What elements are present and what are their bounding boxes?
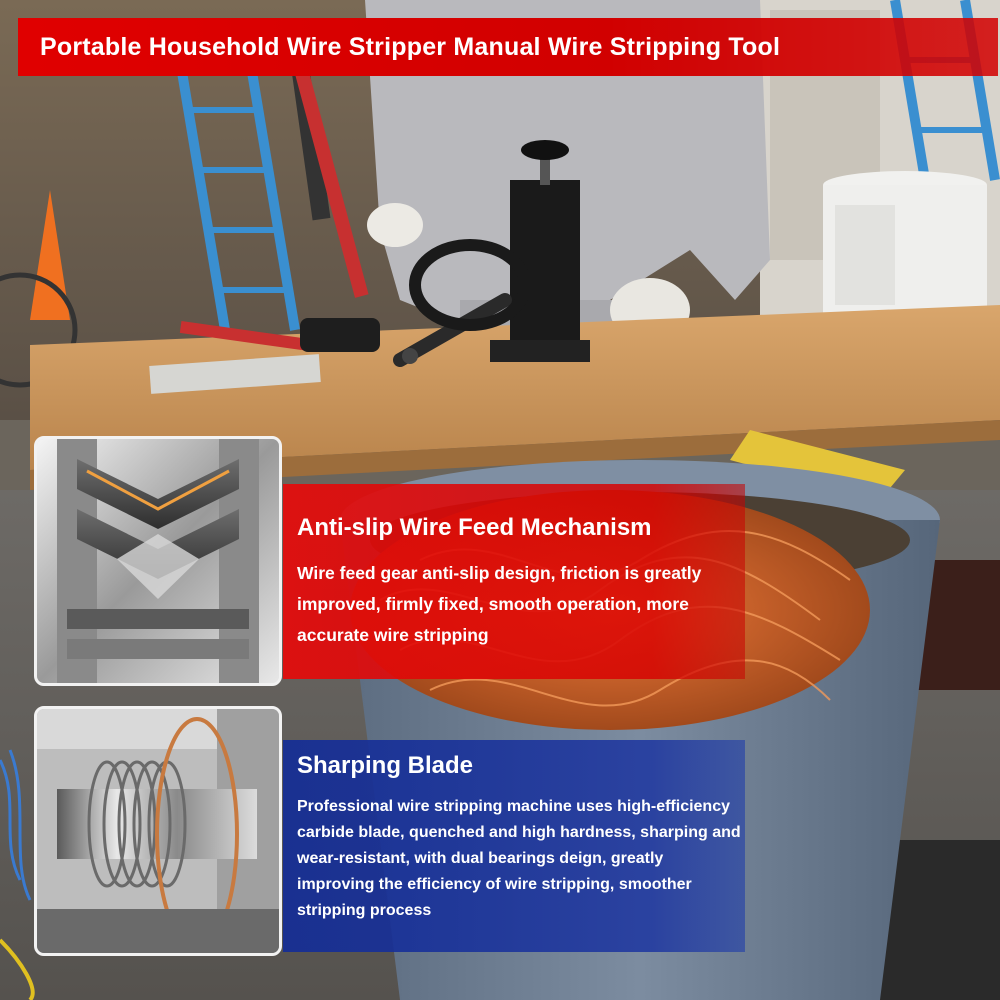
title-banner — [18, 18, 998, 76]
feature-title: Sharping Blade — [297, 752, 474, 779]
feature-description: Wire feed gear anti-slip design, friction is greatly improved, firmly fixed, smooth operation, more accurate wire stripping — [297, 563, 702, 645]
wire-feed-closeup-image — [34, 436, 282, 686]
banner-title: Portable Household Wire Stripper Manual Wire Stripping Tool — [40, 32, 781, 61]
feature-panel-blade — [283, 740, 745, 952]
blade-closeup-image — [34, 706, 282, 956]
feature-description: Professional wire stripping machine uses high-efficiency carbide blade, quenched and high hardness, sharping and wear-resistant, with dual bearings deign, greatly improving the efficiency of wire stripping, smoother stripping process — [297, 798, 741, 919]
feature-title: Anti-slip Wire Feed Mechanism — [297, 514, 652, 541]
feature-panel-anti-slip — [283, 484, 745, 679]
